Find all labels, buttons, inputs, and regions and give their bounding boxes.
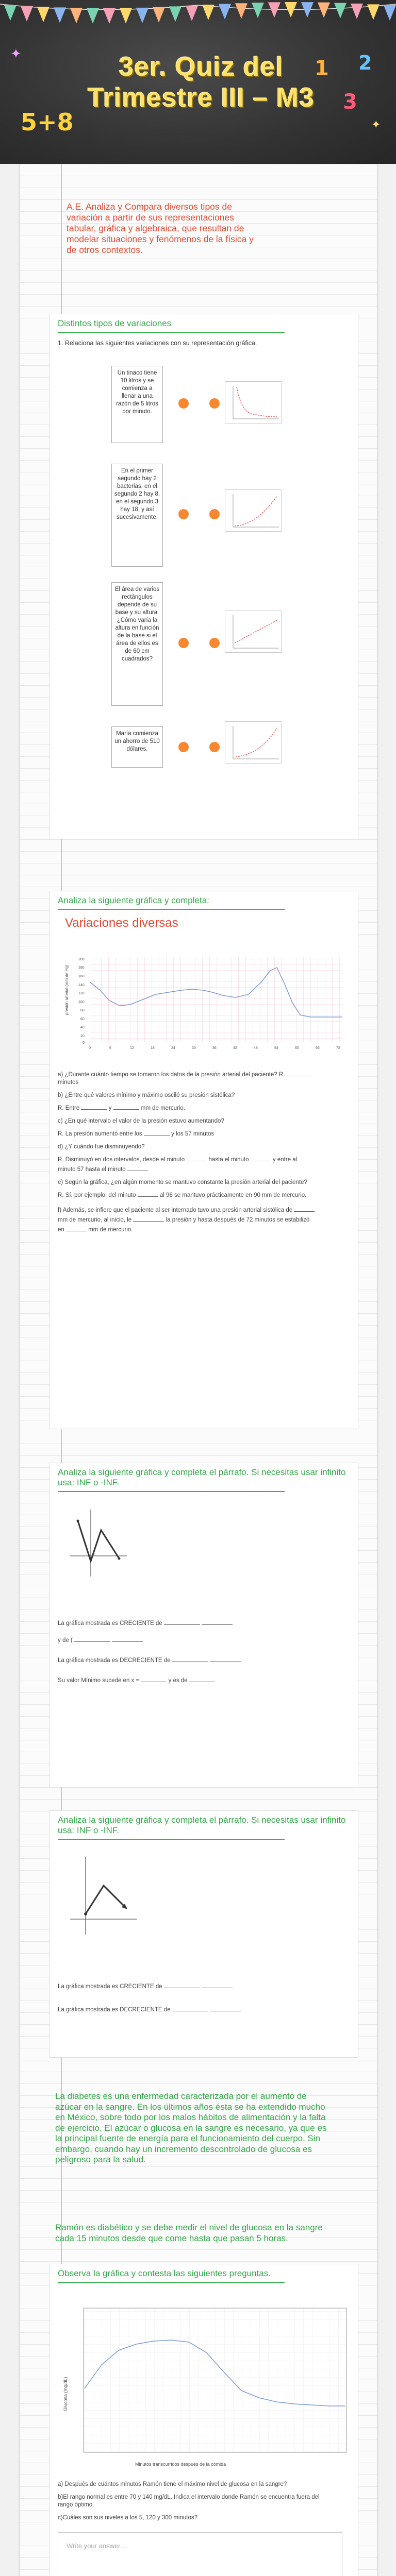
paragraph-label: La gráfica mostrada es CRECIENTE de [58, 1984, 162, 1990]
section-title: Analiza la siguiente gráfica y completa: [58, 895, 209, 905]
matching-activity [49, 314, 358, 839]
answer-blank[interactable] [127, 1164, 148, 1171]
y-axis-label: Glucosa (mg/dL) [63, 2377, 68, 2411]
y-tick: 100 [78, 1001, 85, 1004]
glucose-activity [49, 2264, 358, 2576]
deco-number-left: 5+8 [21, 108, 74, 136]
y-tick: 80 [80, 1009, 85, 1012]
y-tick: 60 [80, 1018, 85, 1021]
bunting-flag [136, 8, 148, 23]
increasing-text-2 [58, 1635, 326, 1645]
answer-blank[interactable] [172, 2004, 208, 2011]
deco-number-1: 1 [315, 57, 329, 80]
graph-analysis-activity-1 [49, 1463, 358, 1787]
question-f-text: f) Además, se infiere que el paciente al ser internado tuvo una presión arterial sistólica de [58, 1207, 293, 1213]
answer-label: R. La presión aumentó entre los [58, 1131, 142, 1137]
y-tick: 120 [78, 992, 85, 995]
y-tick: 140 [78, 984, 85, 987]
match-dot-left[interactable] [178, 509, 189, 519]
bunting-flag [252, 3, 264, 18]
glucose-questions [58, 2481, 331, 2522]
bunting-flag [70, 8, 82, 23]
match-dot-left[interactable] [178, 638, 189, 648]
bunting-flag [318, 3, 330, 18]
bunting-flag [4, 5, 16, 21]
deco-number-3: 3 [343, 90, 357, 114]
x-axis-label: Minutos transcurridos después de la comida [135, 2462, 226, 2467]
answer-blank[interactable] [66, 1224, 87, 1231]
question-a-text: a) ¿Durante cuánto tiempo se tomaron los datos de la presión arterial del paciente? R. [58, 1072, 285, 1078]
unit-label: minutos [58, 1079, 79, 1086]
bunting-flag [219, 4, 231, 20]
match-dot-left[interactable] [178, 742, 189, 752]
answer-blank[interactable] [210, 2004, 241, 2011]
answer-placeholder: Write your answer… [67, 2542, 127, 2550]
answer-label: y [108, 1105, 112, 1111]
answer-blank[interactable] [138, 1190, 158, 1197]
bunting-flag [334, 3, 346, 19]
x-tick: 30 [192, 1046, 196, 1050]
answer-blank[interactable] [202, 1618, 233, 1625]
question-e-answer [58, 1190, 316, 1199]
minimum-text [58, 1675, 326, 1685]
answer-label: y entre al minuto 57 hasta el minuto [58, 1157, 298, 1173]
divider [58, 1491, 285, 1492]
glucose-chart-svg [58, 2303, 352, 2470]
answer-blank[interactable] [164, 1981, 200, 1988]
question-d-answer [58, 1154, 316, 1174]
answer-blank[interactable] [251, 1154, 271, 1161]
x-tick: 24 [171, 1046, 175, 1050]
match-dot-left[interactable] [178, 398, 189, 409]
arrow-graph [70, 1857, 137, 1935]
y-tick: 40 [80, 1026, 85, 1029]
x-tick: 12 [130, 1046, 134, 1050]
increasing-text [58, 1981, 326, 1991]
bunting-flag [87, 8, 99, 24]
match-dot-right[interactable] [209, 638, 220, 648]
question-c-text: c)Cuáles son sus niveles a los 5, 120 y 300 minutos? [58, 2515, 198, 2521]
section-title: Analiza la siguiente gráfica y completa el párrafo. Si necesitas usar infinito usa: INF o -INF. [58, 1467, 346, 1487]
worksheet [20, 164, 377, 2576]
answer-label: al 96 se mantuvo prácticamente en 90 mm de mercurio. [159, 1192, 307, 1198]
y-tick: 160 [78, 975, 85, 978]
answer-textarea[interactable] [58, 2532, 342, 2576]
instruction: 1. Relaciona las siguientes variaciones con su representación gráfica. [58, 340, 257, 347]
decreasing-text [58, 1655, 326, 1665]
answer-label: mm de mercurio, al inicio, [58, 1217, 126, 1223]
chalkboard-header [0, 0, 396, 164]
linear-graph [225, 611, 282, 653]
bunting-flag [367, 4, 380, 20]
graph-option [225, 611, 282, 653]
answer-blank[interactable] [189, 1675, 215, 1682]
graph-option [225, 721, 282, 764]
bunting-flag [153, 7, 165, 23]
question-a [58, 1069, 316, 1087]
y-tick: 200 [78, 958, 85, 961]
bunting-flag [268, 2, 280, 18]
answer-blank[interactable] [112, 1635, 143, 1642]
answer-blank[interactable] [144, 1128, 170, 1136]
star-icon: ✦ [371, 118, 381, 131]
x-tick: 54 [274, 1046, 278, 1050]
answer-label: R. Sí, por ejemplo, del minuto [58, 1192, 136, 1198]
answer-blank[interactable] [113, 1103, 139, 1110]
paragraph-block [58, 1618, 326, 1685]
diabetes-intro: La diabetes es una enfermedad caracterizada por el aumento de azúcar en la sangre. En los últimos años ésta se ha extendido mucho en México, sobre todo por los malos hábitos de alimentación y la falta de ejercicio. El azúcar o glucosa en la sangre es necesario, ya que es la principal fuente de energía para el funcionamiento del cuerpo. Sin embargo, cuando hay un incremento descontrolado de glucosa es peligroso para la salud. [55, 2091, 327, 2164]
bunting-flag [202, 5, 214, 20]
match-dot-right[interactable] [209, 398, 220, 409]
divider [58, 909, 285, 910]
answer-blank[interactable] [172, 1655, 208, 1662]
paragraph-label: y de ( [58, 1637, 73, 1643]
question-b-answer [58, 1103, 316, 1112]
star-icon: ✦ [10, 46, 22, 62]
x-tick: 66 [316, 1046, 320, 1050]
answer-label: y los 57 minutos [171, 1131, 214, 1137]
bunting-flag [351, 4, 363, 19]
bunting-flag [120, 8, 132, 24]
bunting-flag [384, 5, 396, 21]
blood-pressure-svg [58, 953, 349, 1056]
answer-label: R. Disminuyó en dos intervalos, desde el minuto [58, 1157, 185, 1163]
answer-blank[interactable] [81, 1103, 107, 1110]
arrow-graph-svg [70, 1857, 137, 1935]
divider [58, 332, 285, 333]
answer-blank[interactable] [74, 1635, 110, 1642]
match-dot-right[interactable] [209, 509, 220, 519]
page-title [77, 52, 325, 113]
bunting-flag [235, 3, 248, 19]
match-item[interactable]: En el primer segundo hay 2 bacterias, en el segundo 2 hay 8, en el segundo 3 hay 18, y así sucesivamente. [111, 464, 163, 567]
answer-blank[interactable] [210, 1655, 241, 1662]
graph-option [225, 489, 282, 532]
match-item[interactable]: María comienza un ahorro de 510 dólares. [111, 726, 163, 768]
paragraph-block [58, 1981, 326, 2014]
x-tick: 42 [233, 1046, 237, 1050]
constant-graph [225, 722, 282, 764]
title-line-2: Trimestre III – M3 [88, 83, 315, 113]
question-c-text: c) ¿En qué intervalo el valor de la presión estuvo aumentando? [58, 1118, 224, 1124]
increasing-text [58, 1618, 326, 1628]
answer-blank[interactable] [141, 1675, 167, 1682]
answer-blank[interactable] [202, 1981, 233, 1988]
x-tick: 60 [295, 1046, 299, 1050]
answer-label: hasta el minuto [208, 1157, 249, 1163]
deco-number-2: 2 [358, 52, 372, 74]
bunting-flag [169, 6, 182, 22]
paragraph-label: y es de [168, 1677, 188, 1684]
answer-label: la presión y hasta después de 72 minutos se estabilizó en [58, 1217, 310, 1233]
glucose-chart [58, 2303, 352, 2470]
x-ticks [89, 1046, 340, 1050]
bunting-flag [21, 6, 33, 22]
paragraph-label: La gráfica mostrada es DECRECIENTE de [58, 2007, 171, 2013]
blood-pressure-chart [58, 953, 349, 1056]
answer-blank[interactable] [287, 1069, 312, 1076]
section-title: Observa la gráfica y contesta las siguientes preguntas. [58, 2268, 271, 2278]
graph-option [225, 381, 282, 423]
bunting-flag [37, 7, 50, 22]
section-title: Distintos tipos de variaciones [58, 318, 172, 328]
diabetes-intro-2: Ramón es diabético y se debe medir el nivel de glucosa en la sangre cada 15 minutos desde que come hasta que pasan 5 horas. [55, 2223, 323, 2243]
y-tick: 180 [78, 966, 85, 970]
y-tick: 20 [80, 1035, 85, 1038]
x-tick: 36 [212, 1046, 217, 1050]
y-axis-label: presión arterial (mm de Hg) [64, 964, 69, 1015]
y-ticks [78, 958, 85, 1045]
bunting-flag [103, 8, 116, 24]
x-tick: 0 [89, 1046, 91, 1050]
y-tick: 0 [82, 1041, 85, 1045]
bunting-flag [186, 6, 198, 21]
answer-blank[interactable] [133, 1214, 164, 1222]
question-b-text: b) ¿Entre qué valores mínimo y máximo osciló su presión sistólica? [58, 1092, 235, 1098]
divider [58, 2282, 285, 2283]
questions-block [58, 1069, 316, 1234]
answer-label: R. Entre [58, 1105, 80, 1111]
decreasing-curve-graph [225, 382, 282, 424]
x-tick: 72 [336, 1046, 340, 1050]
question-c-answer [58, 1128, 316, 1138]
paragraph-label: Su valor Mínimo sucede en x = [58, 1677, 140, 1684]
answer-blank[interactable] [294, 1205, 315, 1212]
learning-objective: A.E. Analiza y Compara diversos tipos de variación a partir de sus representaciones tabular, gráfica y algebraica, que resultan de modelar situaciones y fenómenos de la física y de otros contextos. [67, 201, 254, 255]
piecewise-graph-svg [70, 1510, 127, 1577]
question-a-text: a) Después de cuántos minutos Ramón tiene el máximo nivel de glucosa en la sangre? [58, 2481, 287, 2487]
chart-title: Variaciones diversas [65, 916, 178, 930]
question-b-text: b)El rango normal es entre 70 y 140 mg/dL. Indica el intervalo donde Ramón se encuentra fuera del rango óptimo. [58, 2494, 320, 2508]
match-item[interactable]: El área de varios rectángulos depende de su base y su altura. ¿Cómo varía la altura en función de la base si el área de ellos es de 60 cm cuadrados? [111, 582, 163, 706]
x-tick: 18 [151, 1046, 155, 1050]
question-f [58, 1205, 316, 1234]
question-e-text: e) Según la gráfica, ¿en algún momento se mantuvo constante la presión arterial del paciente? [58, 1179, 307, 1185]
question-d-text: d) ¿Y cuándo fue disminuyendo? [58, 1144, 145, 1150]
answer-label: mm de mercurio. [88, 1227, 133, 1233]
decreasing-text [58, 2004, 326, 2014]
divider [58, 1839, 285, 1840]
paragraph-label: La gráfica mostrada es DECRECIENTE de [58, 1657, 171, 1664]
answer-label: mm de mercurio. [140, 1105, 186, 1111]
piecewise-graph [70, 1510, 127, 1577]
answer-blank[interactable] [186, 1154, 207, 1161]
answer-blank[interactable] [164, 1618, 200, 1625]
bunting-flag [54, 7, 66, 23]
answer-label: le [127, 1217, 132, 1223]
paragraph-label: La gráfica mostrada es CRECIENTE de [58, 1620, 162, 1626]
match-item[interactable]: Un tinaco tiene 10 litros y se comienza a llenar a una razón de 5 litros por minuto. [111, 366, 163, 443]
blood-pressure-activity [49, 891, 358, 1429]
x-tick: 48 [254, 1046, 258, 1050]
match-dot-right[interactable] [209, 742, 220, 752]
title-line-1: 3er. Quiz del [119, 52, 284, 82]
bunting-decoration [0, 0, 396, 31]
x-tick: 6 [109, 1046, 111, 1050]
graph-analysis-activity-2 [49, 1810, 358, 2058]
quadratic-curve-graph [225, 490, 282, 532]
section-title: Analiza la siguiente gráfica y completa el párrafo. Si necesitas usar infinito usa: INF o -INF. [58, 1815, 346, 1835]
